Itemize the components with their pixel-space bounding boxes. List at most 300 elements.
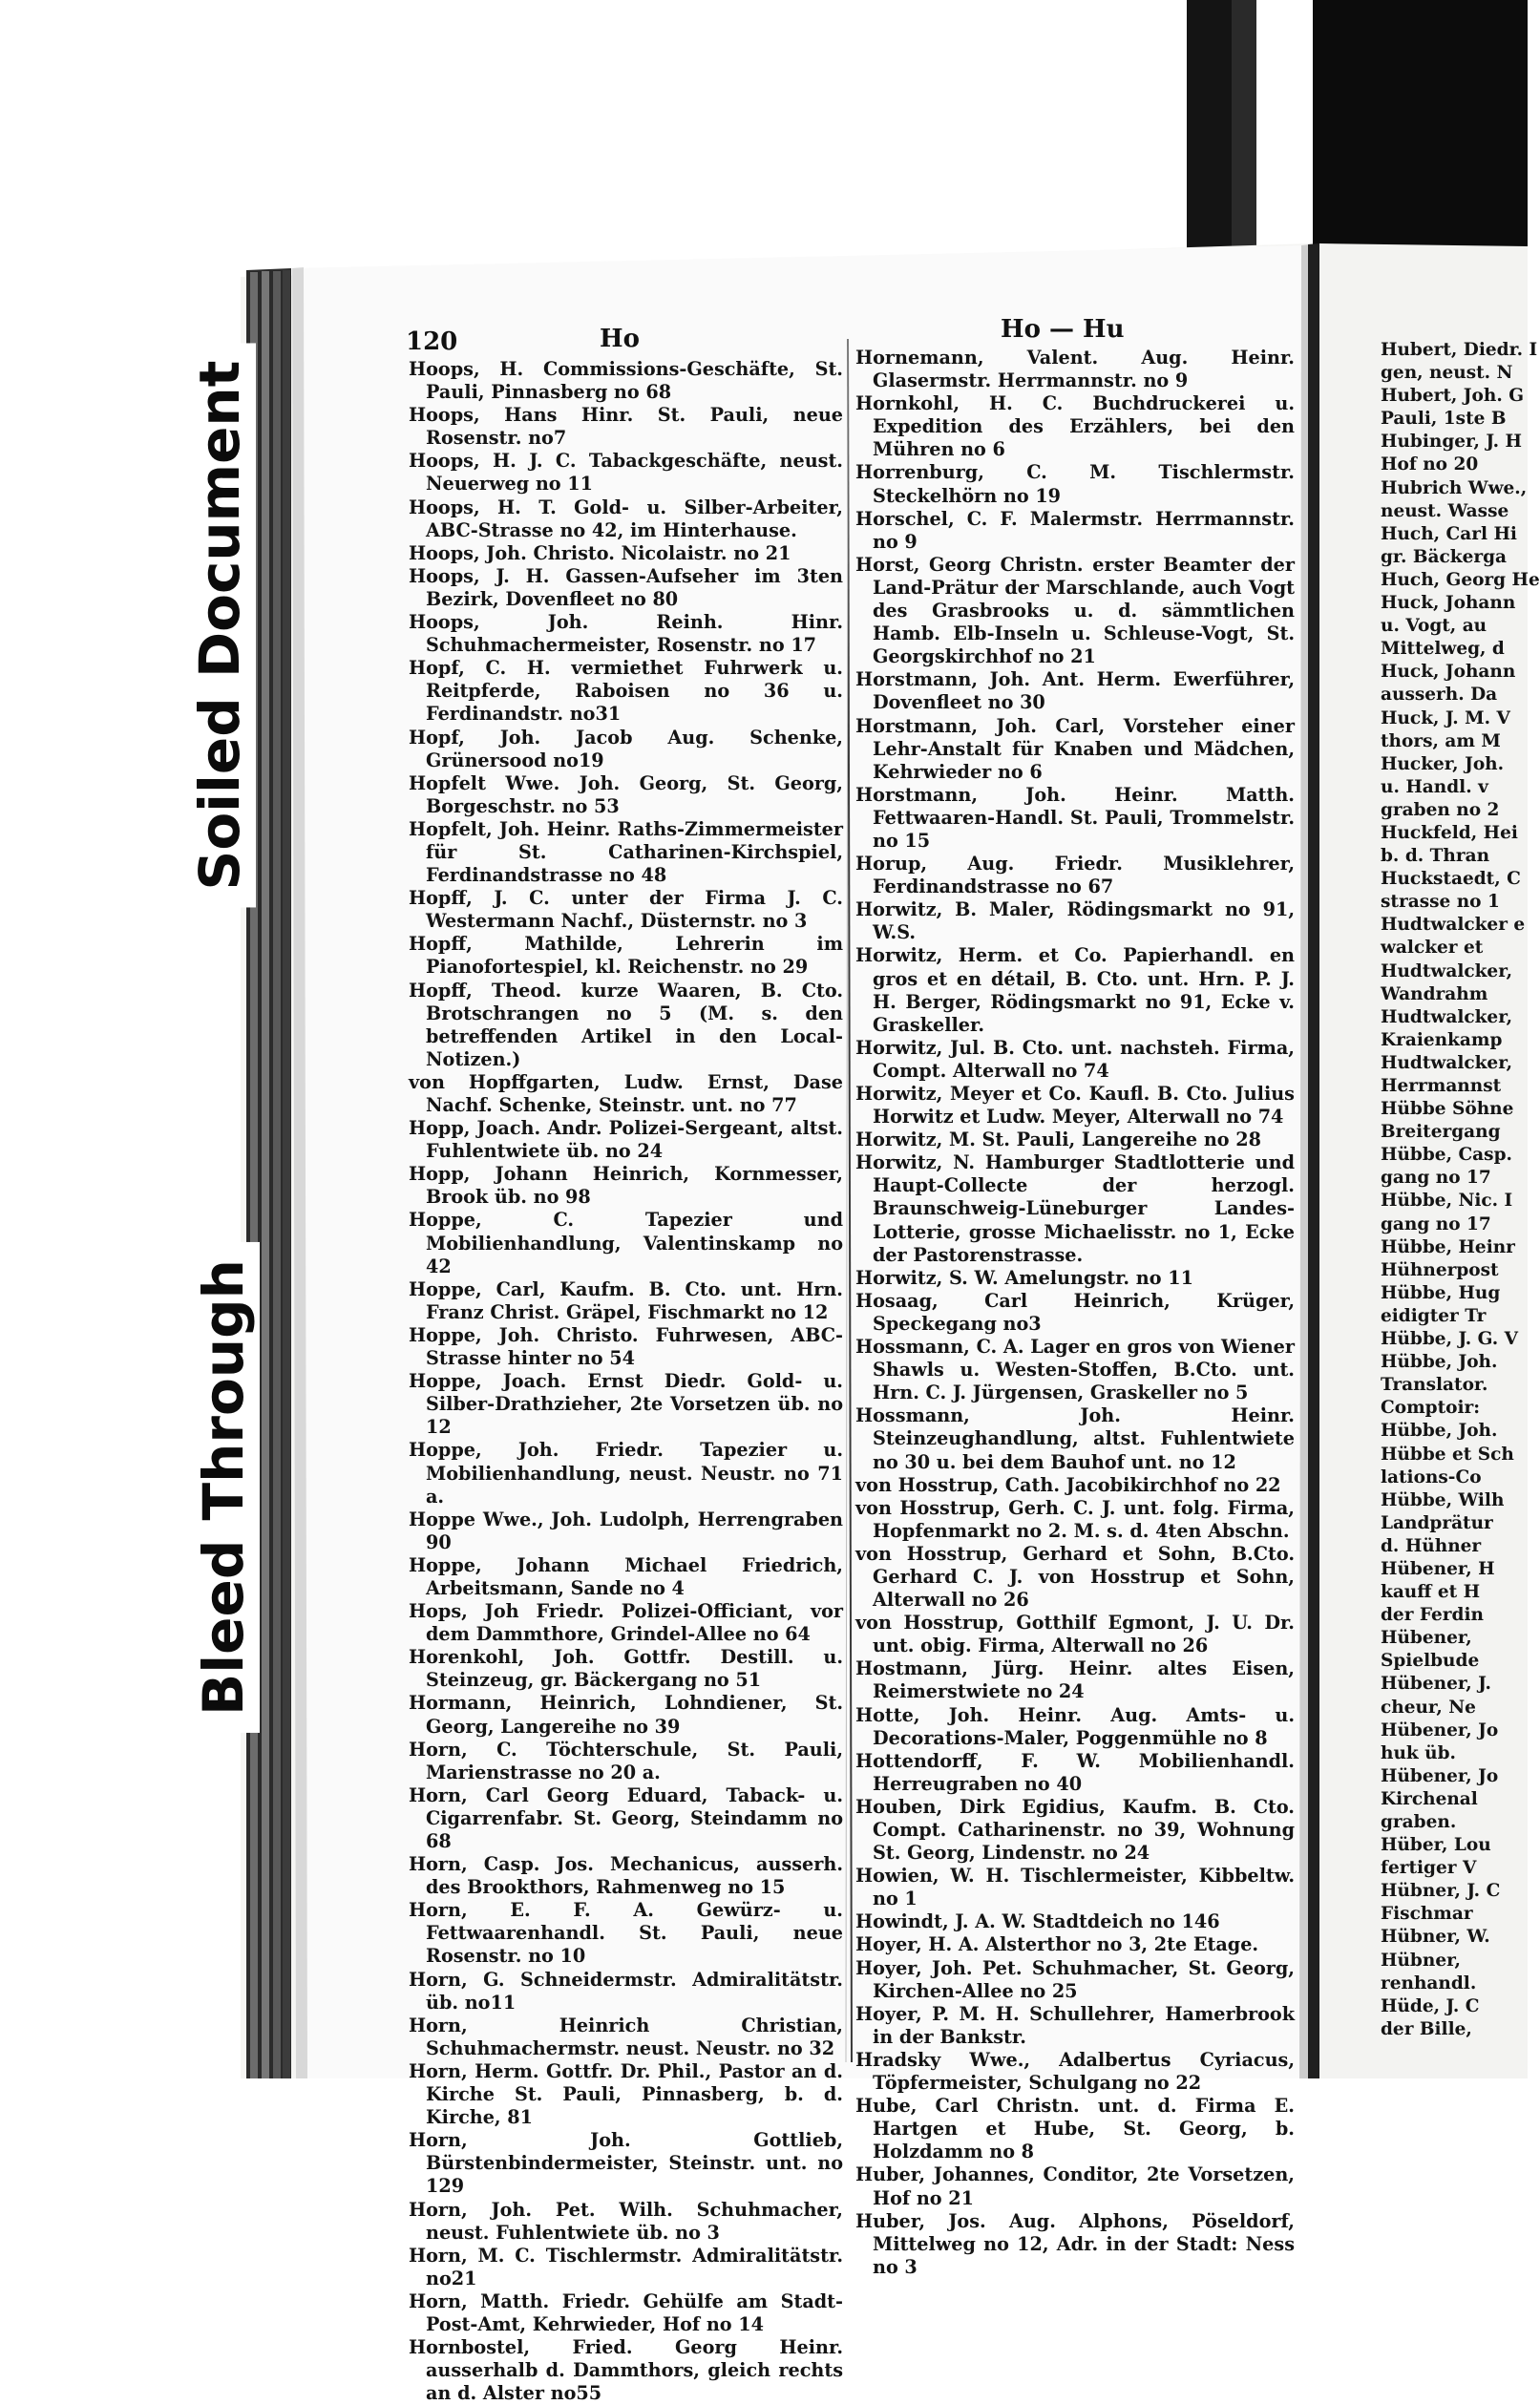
directory-entry <box>1381 1950 1528 1973</box>
directory-entry <box>1381 615 1528 638</box>
directory-entry <box>409 496 843 542</box>
entry-text: Hübbe Söhne <box>1381 1099 1514 1120</box>
entry-text: von Hosstrup, Gotthilf Egmont, J. U. Dr. unt. obig. Firma, Alterwall no 26 <box>855 1612 1295 1657</box>
entry-text: Horn, E. F. A. Gewürz- u. Fettwaarenhandl. St. Pauli, neue Rosenstr. no 10 <box>409 1899 843 1968</box>
entry-text: Hof no 20 <box>1381 454 1479 475</box>
directory-entry <box>1381 1305 1528 1328</box>
directory-entry <box>1381 1834 1528 1857</box>
directory-entry <box>1381 1167 1528 1190</box>
directory-entry <box>409 2060 843 2129</box>
directory-entry <box>855 2095 1295 2163</box>
directory-entry <box>855 1267 1295 1290</box>
entry-text: Horst, Georg Christn. erster Beamter der Land-Prätur der Marschlande, auch Vogt des Grasbrooks u. d. sämmtlichen Hamb. Elb-Inseln u. Schleuse-Vogt, St. Georgskirchhof no 21 <box>855 553 1295 668</box>
directory-entry <box>1381 914 1528 937</box>
directory-entry <box>409 2129 843 2198</box>
directory-entry <box>855 1796 1295 1865</box>
entry-text: Huck, Johann <box>1381 593 1516 614</box>
directory-entry <box>1381 661 1528 684</box>
entry-text: graben. <box>1381 1812 1457 1832</box>
directory-entry <box>855 2163 1295 2209</box>
entry-text: walcker et <box>1381 938 1484 959</box>
directory-entry <box>1381 937 1528 960</box>
directory-entry <box>1381 1627 1528 1650</box>
entry-text: strasse no 1 <box>1381 892 1500 913</box>
directory-entry <box>1381 753 1528 776</box>
entry-text: Horn, Herm. Gottfr. Dr. Phil., Pastor an d. Kirche St. Pauli, Pinnasberg, b. d. Kirche, 81 <box>409 2059 843 2129</box>
directory-entry <box>855 1037 1295 1083</box>
directory-entry <box>409 1508 843 1554</box>
entry-text: Hornkohl, H. C. Buchdruckerei u. Expedition des Erzählers, bei den Mühren no 6 <box>855 392 1295 461</box>
entry-text: von Hopffgarten, Ludw. Ernst, Dase Nachf. Schenke, Steinstr. unt. no 77 <box>409 1070 843 1116</box>
entry-text: Hoppe, C. Tapezier und Mobilienhandlung, Valentinskamp no 42 <box>409 1209 843 1277</box>
directory-entry <box>1381 1995 1528 2018</box>
entry-text: Horwitz, S. W. Amelungstr. no 11 <box>855 1266 1193 1289</box>
directory-entry <box>1381 868 1528 891</box>
directory-entry <box>409 657 843 726</box>
entry-text: Hoppe, Johann Michael Friedrich, Arbeitsmann, Sande no 4 <box>409 1553 843 1599</box>
entry-text: Horwitz, Meyer et Co. Kaufl. B. Cto. Julius Horwitz et Ludw. Meyer, Alterwall no 74 <box>855 1083 1295 1129</box>
entry-text: Hoppe Wwe., Joh. Ludolph, Herrengraben 90 <box>409 1508 843 1553</box>
entry-text: u. Vogt, au <box>1381 616 1487 637</box>
directory-entry <box>1381 983 1528 1006</box>
directory-entry <box>1381 1121 1528 1144</box>
directory-entry <box>409 1278 843 1324</box>
directory-entry <box>855 668 1295 714</box>
entry-text: Horenkohl, Joh. Gottfr. Destill. u. Steinzeug, gr. Bäckergang no 51 <box>409 1646 843 1692</box>
entry-text: Hopp, Joach. Andr. Polizei-Sergeant, altst. Fuhlentwiete üb. no 24 <box>409 1117 843 1163</box>
directory-entry <box>1381 1811 1528 1834</box>
entry-text: von Hosstrup, Gerh. C. J. unt. folg. Firma, Hopfenmarkt no 2. M. s. d. 4ten Abschn. <box>855 1496 1295 1542</box>
directory-entry <box>409 611 843 657</box>
entry-text: Horschel, C. F. Malermstr. Herrmannstr. no 9 <box>855 507 1295 553</box>
directory-entry <box>409 1969 843 2015</box>
directory-entry <box>1381 385 1528 408</box>
page-number: 120 <box>406 327 458 356</box>
entry-text: kauff et H <box>1381 1582 1481 1603</box>
entry-text: thors, am M <box>1381 730 1501 751</box>
entry-text: Horn, Joh. Gottlieb, Bürstenbindermeister, Steinstr. unt. no 129 <box>409 2129 843 2198</box>
directory-entry <box>409 1554 843 1600</box>
directory-entry <box>855 347 1295 392</box>
directory-entry <box>855 2049 1295 2095</box>
entry-text: Translator. <box>1381 1375 1488 1396</box>
directory-entry <box>1381 1075 1528 1098</box>
entry-text: lations-Co <box>1381 1466 1482 1487</box>
entry-text: Hoops, J. H. Gassen-Aufseher im 3ten Bezirk, Dovenfleet no 80 <box>409 564 843 610</box>
entry-text: Horstmann, Joh. Ant. Herm. Ewerführer, Dovenfleet no 30 <box>855 668 1295 714</box>
entry-text: Hudtwalcker, <box>1381 1006 1513 1027</box>
directory-entry <box>409 404 843 450</box>
directory-entry <box>1381 523 1528 546</box>
entry-text: Hübbe, Wilh <box>1381 1489 1505 1510</box>
entry-text: Hübbe, Heinr <box>1381 1236 1515 1257</box>
entry-text: Howindt, J. A. W. Stadtdeich no 146 <box>855 1910 1220 1933</box>
directory-entry <box>1381 1328 1528 1351</box>
entry-text: gang no 17 <box>1381 1213 1491 1234</box>
directory-entry <box>1381 799 1528 822</box>
directory-entry <box>409 1370 843 1439</box>
entry-text: Horstmann, Joh. Carl, Vorsteher einer Lehr-Anstalt für Knaben und Mädchen, Kehrwieder no 6 <box>855 714 1295 783</box>
entry-text: neust. Wasse <box>1381 500 1509 521</box>
directory-entry <box>409 1784 843 1853</box>
entry-text: Hübener, Jo <box>1381 1719 1499 1740</box>
directory-entry <box>1381 1098 1528 1121</box>
directory-entry <box>855 554 1295 668</box>
directory-entry <box>409 2290 843 2336</box>
entry-text: cheur, Ne <box>1381 1697 1476 1718</box>
directory-entry <box>409 1646 843 1692</box>
entry-text: Pauli, 1ste B <box>1381 409 1507 430</box>
entry-text: Hübbe, J. G. V <box>1381 1329 1519 1350</box>
directory-entry <box>409 1324 843 1370</box>
entry-text: Horup, Aug. Friedr. Musiklehrer, Ferdinandstrasse no 67 <box>855 853 1295 898</box>
entry-text: Mittelweg, d <box>1381 639 1505 660</box>
directory-entry <box>409 1899 843 1968</box>
directory-entry <box>1381 1581 1528 1604</box>
entry-text: Hoyer, H. A. Alsterthor no 3, 2te Etage. <box>855 1933 1259 1956</box>
directory-entry <box>855 1657 1295 1703</box>
directory-entry <box>1381 1282 1528 1305</box>
entry-text: Howien, W. H. Tischlermeister, Kibbeltw. no 1 <box>855 1865 1295 1910</box>
directory-entry <box>409 542 843 565</box>
bleed-through-label: Bleed Through <box>191 1259 256 1716</box>
directory-entry <box>855 784 1295 853</box>
directory-entry <box>1381 638 1528 661</box>
directory-entry <box>855 1336 1295 1404</box>
directory-entry <box>855 1957 1295 2003</box>
directory-entry <box>1381 960 1528 983</box>
directory-entry <box>1381 1466 1528 1489</box>
entry-text: Hoppe, Joach. Ernst Diedr. Gold- u. Silber-Drathzieher, 2te Vorsetzen üb. no 12 <box>409 1370 843 1439</box>
directory-entry <box>1381 684 1528 707</box>
directory-entry <box>855 1474 1295 1497</box>
directory-entry <box>409 358 843 404</box>
entry-text: Hübner, W. <box>1381 1927 1490 1948</box>
entry-text: Horn, Carl Georg Eduard, Taback- u. Cigarrenfabr. St. Georg, Steindamm no 68 <box>409 1783 843 1852</box>
entry-text: Hoppe, Carl, Kaufm. B. Cto. unt. Hrn. Franz Christ. Gräpel, Fischmarkt no 12 <box>409 1277 843 1323</box>
entry-text: Hostmann, Jürg. Heinr. altes Eisen, Reimerstwiete no 24 <box>855 1657 1295 1703</box>
directory-entry <box>409 1071 843 1117</box>
entry-text: Hübbe, Joh. <box>1381 1421 1498 1442</box>
entry-text: Hoops, Hans Hinr. St. Pauli, neue Rosenstr. no7 <box>409 404 843 450</box>
running-head-center: Ho — Hu <box>1001 315 1125 344</box>
entry-text: Hopff, Theod. kurze Waaren, B. Cto. Brotschrangen no 5 (M. s. den betreffenden Artikel in den Local-Notizen.) <box>409 979 843 1070</box>
directory-entry <box>1381 1351 1528 1374</box>
entry-text: Hotte, Joh. Heinr. Aug. Amts- u. Decorations-Maler, Poggenmühle no 8 <box>855 1703 1295 1749</box>
entry-text: Hopfelt Wwe. Joh. Georg, St. Georg, Borgeschstr. no 53 <box>409 771 843 817</box>
directory-entry <box>1381 1420 1528 1443</box>
directory-entry <box>1381 339 1538 362</box>
entry-text: Comptoir: <box>1381 1398 1481 1419</box>
entry-text: Fischmar <box>1381 1904 1473 1925</box>
directory-entry <box>1381 1190 1528 1213</box>
entry-text: Horn, C. Töchterschule, St. Pauli, Marienstrasse no 20 a. <box>409 1738 843 1783</box>
directory-entry <box>1381 1973 1528 1995</box>
entry-text: Hübbe, Nic. I <box>1381 1191 1513 1212</box>
directory-entry <box>1381 1006 1528 1029</box>
entry-text: Kraienkamp <box>1381 1029 1503 1050</box>
entry-text: Hübbe, Hug <box>1381 1282 1501 1303</box>
directory-entry <box>409 1163 843 1209</box>
entry-text: Hopf, C. H. vermiethet Fuhrwerk u. Reitpferde, Raboisen no 36 u. Ferdinandstr. no31 <box>409 657 843 726</box>
entry-text: Horn, G. Schneidermstr. Admiralitätstr. üb. no11 <box>409 1968 843 2014</box>
entry-text: eidigter Tr <box>1381 1305 1487 1326</box>
directory-entry <box>409 1439 843 1508</box>
directory-entry <box>855 1404 1295 1473</box>
entry-text: u. Handl. v <box>1381 776 1488 797</box>
entry-text: Hoops, H. Commissions-Geschäfte, St. Pauli, Pinnasberg no 68 <box>409 358 843 404</box>
directory-entry <box>1381 1719 1528 1742</box>
directory-entry <box>409 2199 843 2245</box>
entry-text: Hübener, J. <box>1381 1674 1491 1695</box>
directory-entry <box>1381 1788 1528 1811</box>
directory-entry <box>409 2245 843 2290</box>
entry-text: Hradsky Wwe., Adalbertus Cyriacus, Töpfermeister, Schulgang no 22 <box>855 2048 1295 2095</box>
entry-text: Horn, Heinrich Christian, Schuhmachermstr. neust. Neustr. no 32 <box>409 2014 843 2059</box>
entry-text: d. Hühner <box>1381 1535 1482 1556</box>
entry-text: Horwitz, Jul. B. Cto. unt. nachsteh. Firma, Compt. Alterwall no 74 <box>855 1036 1295 1082</box>
directory-entry <box>1381 1673 1528 1696</box>
directory-entry <box>409 1117 843 1163</box>
directory-entry <box>855 2003 1295 2049</box>
entry-text: Hübbe, Casp. <box>1381 1145 1512 1166</box>
directory-entry <box>1381 1903 1528 1926</box>
entry-text: Horstmann, Joh. Heinr. Matth. Fettwaaren-Handl. St. Pauli, Trommelstr. no 15 <box>855 783 1295 852</box>
directory-entry <box>1381 1697 1528 1719</box>
entry-text: fertiger V <box>1381 1858 1477 1879</box>
directory-entry <box>855 1865 1295 1910</box>
entry-text: Hübener, Jo <box>1381 1765 1499 1786</box>
entry-text: Huck, Johann <box>1381 662 1516 683</box>
directory-entry <box>1381 1604 1528 1627</box>
directory-entry <box>855 392 1295 461</box>
directory-entry <box>855 1129 1295 1151</box>
entry-text: b. d. Thran <box>1381 846 1490 867</box>
directory-entry <box>1381 1742 1528 1765</box>
directory-entry <box>1381 592 1528 615</box>
directory-entry <box>1381 546 1528 569</box>
entry-text: Hucker, Joh. <box>1381 753 1505 774</box>
directory-entry <box>1381 500 1528 523</box>
directory-entry <box>1381 1880 1528 1903</box>
directory-entry <box>1381 1489 1528 1512</box>
entry-text: Horwitz, B. Maler, Rödingsmarkt no 91, W.S. <box>855 898 1295 944</box>
entry-text: Hoops, H. T. Gold- u. Silber-Arbeiter, ABC-Strasse no 42, im Hinterhause. <box>409 496 843 541</box>
entry-text: Hopff, Mathilde, Lehrerin im Pianofortespiel, kl. Reichenstr. no 29 <box>409 933 843 979</box>
directory-entry <box>1381 1535 1528 1558</box>
soiled-document-label: Soiled Document <box>187 360 252 891</box>
directory-column-middle <box>855 347 1295 2278</box>
entry-text: Hüber, Lou <box>1381 1835 1491 1856</box>
entry-text: Horrenburg, C. M. Tischlermstr. Steckelhörn no 19 <box>855 461 1295 507</box>
directory-entry <box>1381 1029 1528 1052</box>
entry-text: Herrmannst <box>1381 1076 1502 1096</box>
directory-entry <box>409 2336 843 2405</box>
entry-text: Hoops, Joh. Christo. Nicolaistr. no 21 <box>409 541 791 564</box>
entry-text: Hudtwalcker, <box>1381 960 1513 981</box>
entry-text: Hops, Joh Friedr. Polizei-Officiant, vor dem Dammthore, Grindel-Allee no 64 <box>409 1600 843 1646</box>
directory-entry <box>409 1209 843 1277</box>
entry-text: Horn, Joh. Pet. Wilh. Schuhmacher, neust. Fuhlentwiete üb. no 3 <box>409 2198 843 2244</box>
running-head-left: Ho <box>600 325 640 353</box>
directory-entry <box>1381 1374 1528 1397</box>
directory-entry <box>855 1497 1295 1543</box>
directory-entry <box>1381 477 1528 500</box>
directory-entry <box>1381 707 1528 730</box>
directory-column-left <box>409 358 843 2405</box>
entry-text: Huch, Carl Hi <box>1381 523 1517 544</box>
entry-text: Hubert, Joh. G <box>1381 386 1525 407</box>
entry-text: Hormann, Heinrich, Lohndiener, St. Georg, Langereihe no 39 <box>409 1692 843 1738</box>
directory-entry <box>1381 2018 1528 2041</box>
entry-text: Breitergang <box>1381 1122 1501 1143</box>
directory-entry <box>1381 1765 1528 1788</box>
entry-text: Hopp, Johann Heinrich, Kornmesser, Brook üb. no 98 <box>409 1163 843 1209</box>
entry-text: Hoyer, Joh. Pet. Schuhmacher, St. Georg, Kirchen-Allee no 25 <box>855 1956 1295 2002</box>
entry-text: Hosaag, Carl Heinrich, Krüger, Speckegang no3 <box>855 1289 1295 1335</box>
directory-entry <box>855 1151 1295 1266</box>
entry-text: Hudtwalcker e <box>1381 915 1526 936</box>
entry-text: gr. Bäckerga <box>1381 546 1508 567</box>
directory-entry <box>409 1692 843 1738</box>
entry-text: Hornbostel, Fried. Georg Heinr. ausserhalb d. Dammthors, gleich rechts an d. Alster no55 <box>409 2336 843 2405</box>
directory-column-right-clipped <box>1381 339 1540 2057</box>
entry-text: Hübener, <box>1381 1628 1472 1649</box>
directory-entry <box>1381 1259 1528 1282</box>
directory-entry <box>409 1739 843 1784</box>
entry-text: Hübener, H <box>1381 1558 1495 1579</box>
entry-text: Hornemann, Valent. Aug. Heinr. Glasermstr. Herrmannstr. no 9 <box>855 347 1295 392</box>
entry-text: Huck, J. M. V <box>1381 707 1510 728</box>
directory-entry <box>855 1933 1295 1956</box>
directory-entry <box>1381 1236 1528 1259</box>
directory-entry <box>1381 1558 1528 1581</box>
directory-entry <box>1381 431 1528 454</box>
directory-entry <box>409 772 843 818</box>
entry-text: Hopfelt, Joh. Heinr. Raths-Zimmermeister für St. Catharinen-Kirchspiel, Ferdinandstrasse no 48 <box>409 817 843 887</box>
entry-text: Hühnerpost <box>1381 1259 1499 1280</box>
directory-entry <box>1381 845 1528 868</box>
entry-text: Hubert, Diedr. I <box>1381 340 1538 360</box>
entry-text: gang no 17 <box>1381 1168 1491 1189</box>
entry-text: ausserh. Da <box>1381 685 1498 706</box>
entry-text: Huch, Georg He <box>1381 569 1540 590</box>
entry-text: Horwitz, Herm. et Co. Papierhandl. en gros et en détail, B. Cto. unt. Hrn. P. J. H. Berger, Rödingsmarkt no 91, Ecke v. Graskeller. <box>855 944 1295 1036</box>
directory-entry <box>855 2210 1295 2279</box>
directory-entry <box>409 1853 843 1899</box>
directory-entry <box>1381 1926 1528 1949</box>
entry-text: Hübner, <box>1381 1950 1461 1971</box>
entry-text: Hübbe, Joh. <box>1381 1352 1498 1373</box>
directory-entry <box>1381 454 1528 476</box>
directory-entry <box>409 818 843 887</box>
entry-text: Horn, M. C. Tischlermstr. Admiralitätstr. no21 <box>409 2244 843 2289</box>
directory-entry <box>855 1543 1295 1612</box>
directory-entry <box>855 715 1295 784</box>
entry-text: Hossmann, Joh. Heinr. Steinzeughandlung, altst. Fuhlentwiete no 30 u. bei dem Bauhof unt. no 12 <box>855 1404 1295 1473</box>
directory-entry <box>855 1083 1295 1129</box>
directory-entry <box>1381 1444 1528 1466</box>
directory-entry <box>1381 891 1528 914</box>
directory-entry <box>1381 569 1540 592</box>
entry-text: Spielbude <box>1381 1651 1480 1672</box>
entry-text: Horn, Matth. Friedr. Gehülfe am Stadt-Post-Amt, Kehrwieder, Hof no 14 <box>409 2289 843 2335</box>
directory-entry <box>1381 1512 1528 1535</box>
entry-text: Hübner, J. C <box>1381 1881 1501 1902</box>
entry-text: Hübbe et Sch <box>1381 1444 1514 1465</box>
entry-text: Hüde, J. C <box>1381 1995 1480 2016</box>
directory-entry <box>855 1910 1295 1933</box>
entry-text: Hubinger, J. H <box>1381 432 1523 453</box>
entry-text: Huckfeld, Hei <box>1381 822 1518 843</box>
directory-entry <box>855 1612 1295 1657</box>
directory-entry <box>409 565 843 611</box>
directory-entry <box>1381 1397 1528 1420</box>
entry-text: Hubrich Wwe., <box>1381 477 1528 498</box>
entry-text: Wandrahm <box>1381 983 1488 1004</box>
entry-text: Hossmann, C. A. Lager en gros von Wiener Shawls u. Westen-Stoffen, B.Cto. unt. Hrn. C. J. Jürgensen, Graskeller no 5 <box>855 1336 1295 1404</box>
directory-entry <box>409 933 843 979</box>
directory-entry <box>1381 822 1528 845</box>
entry-text: Huber, Johannes, Conditor, 2te Vorsetzen, Hof no 21 <box>855 2163 1295 2209</box>
entry-text: Houben, Dirk Egidius, Kaufm. B. Cto. Compt. Catharinenstr. no 39, Wohnung St. Georg, Lindenstr. no 24 <box>855 1795 1295 1865</box>
entry-text: der Bille, <box>1381 2018 1472 2039</box>
entry-text: Hoppe, Joh. Christo. Fuhrwesen, ABC-Strasse hinter no 54 <box>409 1323 843 1370</box>
directory-entry <box>1381 1052 1528 1075</box>
directory-entry <box>855 853 1295 898</box>
directory-entry <box>855 1750 1295 1796</box>
entry-text: Horwitz, M. St. Pauli, Langereihe no 28 <box>855 1129 1261 1151</box>
entry-text: Hopf, Joh. Jacob Aug. Schenke, Grünersood no19 <box>409 726 843 771</box>
directory-entry <box>409 727 843 772</box>
entry-text: der Ferdin <box>1381 1605 1484 1626</box>
directory-entry <box>855 1704 1295 1750</box>
directory-entry <box>1381 1857 1528 1880</box>
entry-text: Hudtwalcker, <box>1381 1052 1513 1073</box>
entry-text: Hottendorff, F. W. Mobilienhandl. Herreugraben no 40 <box>855 1749 1295 1795</box>
entry-text: Horwitz, N. Hamburger Stadtlotterie und Haupt-Collecte der herzogl. Braunschweig-Lüneburger Landes-Lotterie, grosse Michaelisstr. no 1, Ecke der Pastorenstrasse. <box>855 1151 1295 1266</box>
entry-text: Landprätur <box>1381 1512 1493 1533</box>
entry-text: Hube, Carl Christn. unt. d. Firma E. Hartgen et Hube, St. Georg, b. Holzdamm no 8 <box>855 2095 1295 2163</box>
entry-text: Huckstaedt, C <box>1381 869 1521 890</box>
entry-text: renhandl. <box>1381 1973 1477 1994</box>
entry-text: gen, neust. N <box>1381 363 1513 384</box>
directory-entry <box>409 887 843 933</box>
entry-text: graben no 2 <box>1381 799 1500 820</box>
entry-text: Hopff, J. C. unter der Firma J. C. Westermann Nachf., Düsternstr. no 3 <box>409 887 843 933</box>
entry-text: von Hosstrup, Gerhard et Sohn, B.Cto. Gerhard C. J. von Hosstrup et Sohn, Alterwall no 26 <box>855 1542 1295 1612</box>
directory-entry <box>409 980 843 1071</box>
directory-entry <box>409 450 843 496</box>
entry-text: von Hosstrup, Cath. Jacobikirchhof no 22 <box>855 1473 1281 1496</box>
entry-text: Hoops, Joh. Reinh. Hinr. Schuhmachermeister, Rosenstr. no 17 <box>409 611 843 657</box>
directory-entry <box>1381 730 1528 753</box>
entry-text: huk üb. <box>1381 1742 1456 1763</box>
directory-entry <box>1381 408 1528 431</box>
directory-entry <box>409 1600 843 1646</box>
entry-text: Hoppe, Joh. Friedr. Tapezier u. Mobilienhandlung, neust. Neustr. no 71 a. <box>409 1439 843 1508</box>
directory-entry <box>1381 776 1528 799</box>
directory-entry <box>855 508 1295 554</box>
directory-entry <box>1381 1144 1528 1167</box>
entry-text: Hoyer, P. M. H. Schullehrer, Hamerbrook in der Bankstr. <box>855 2002 1295 2048</box>
directory-entry <box>855 461 1295 507</box>
directory-entry <box>1381 1213 1528 1236</box>
directory-entry <box>1381 362 1528 385</box>
entry-text: Horn, Casp. Jos. Mechanicus, ausserh. des Brookthors, Rahmenweg no 15 <box>409 1853 843 1899</box>
directory-entry <box>855 898 1295 944</box>
entry-text: Hoops, H. J. C. Tabackgeschäfte, neust. Neuerweg no 11 <box>409 450 843 496</box>
